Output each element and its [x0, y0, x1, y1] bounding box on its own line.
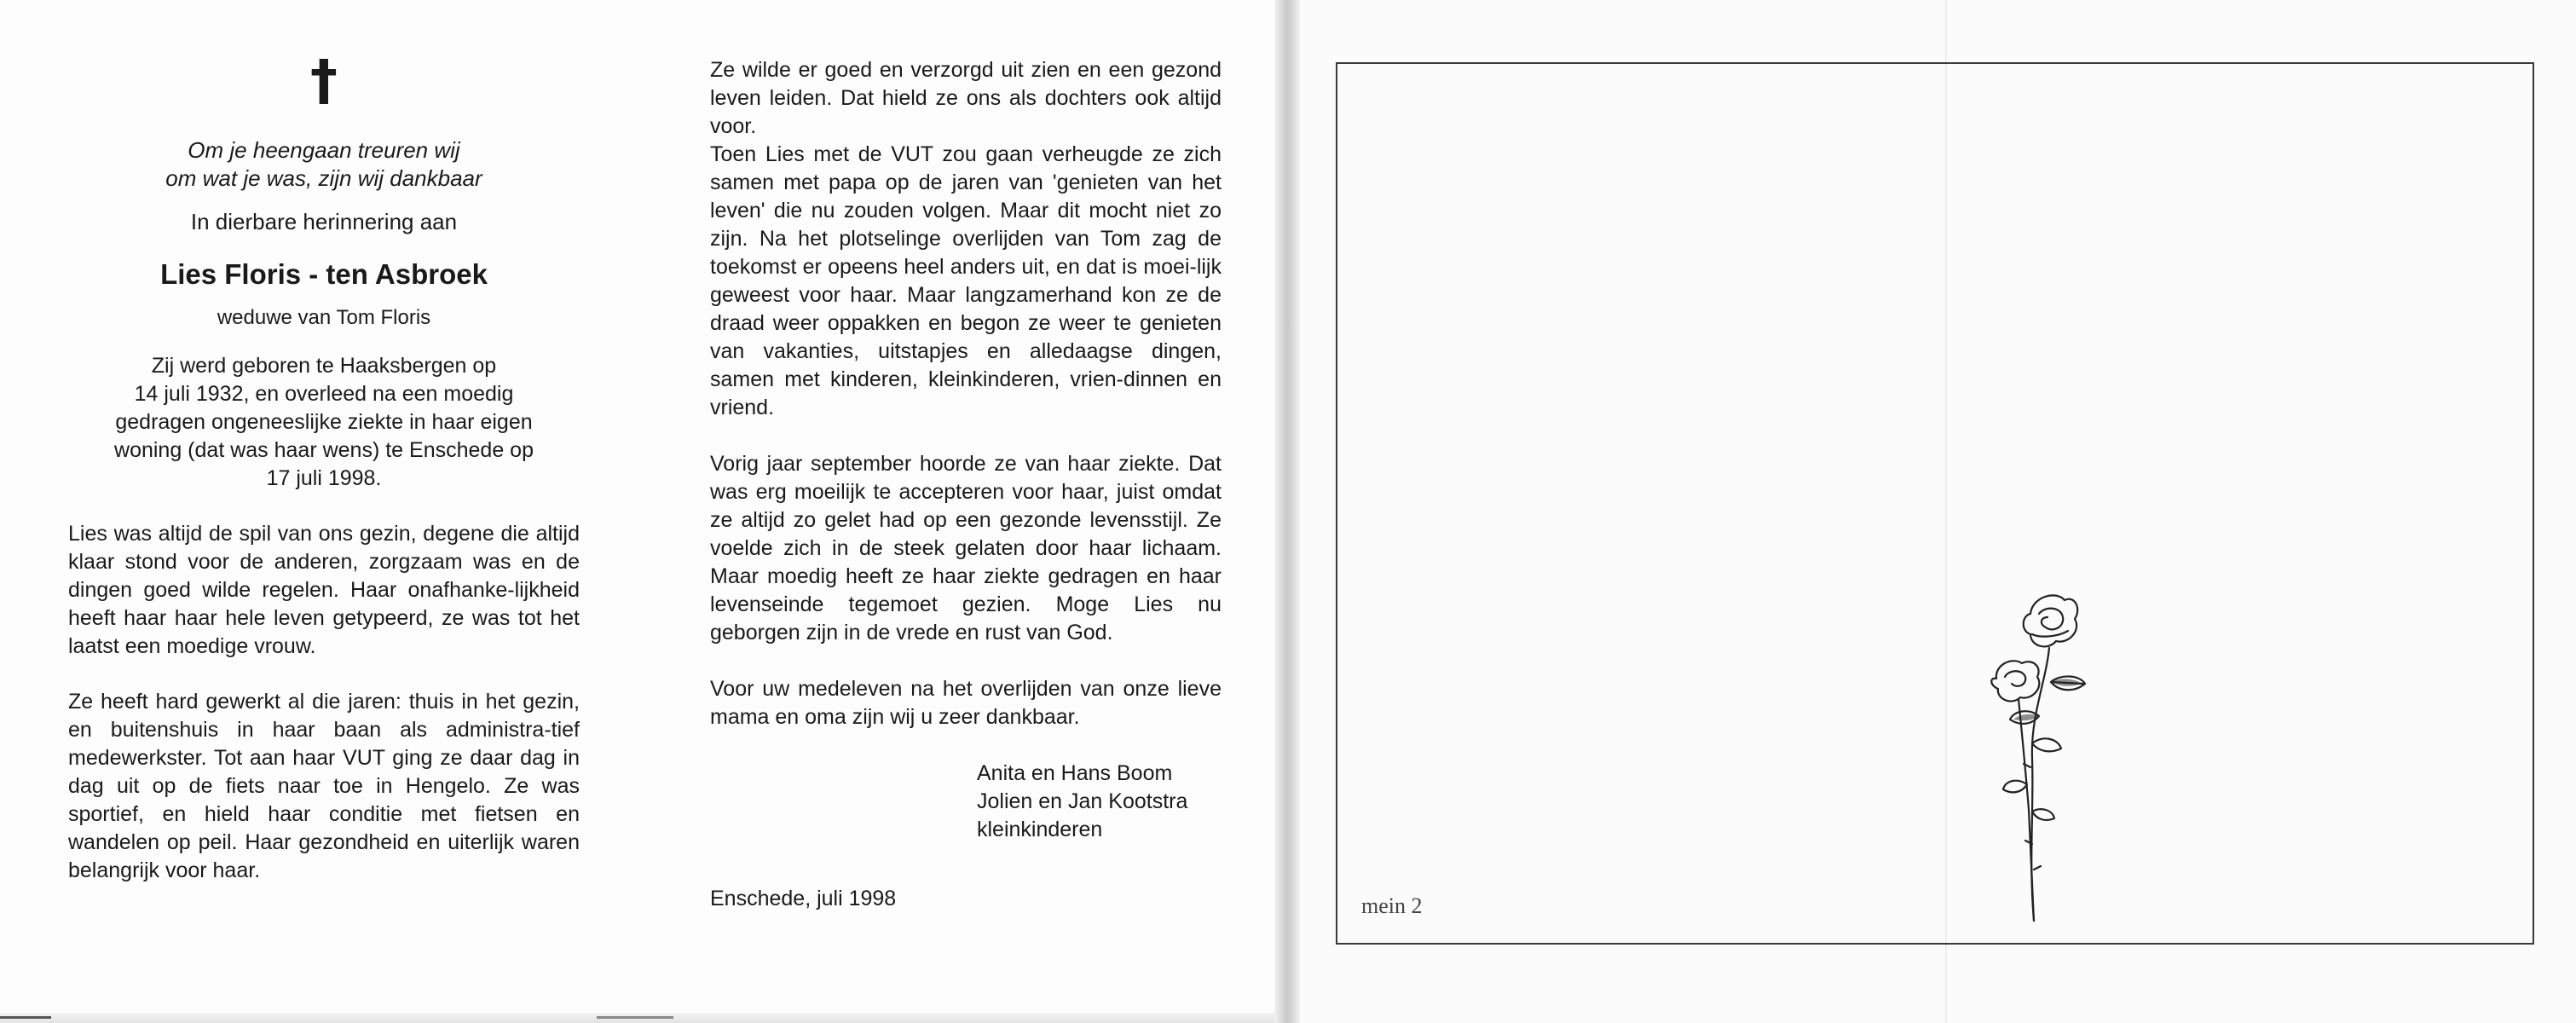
rose-icon	[1979, 588, 2116, 929]
edge-mark	[0, 1016, 51, 1019]
birth-death-details	[68, 352, 580, 493]
page-edge	[0, 1013, 1279, 1023]
left-column	[68, 51, 580, 912]
biography-paragraph: Ze wilde er goed en verzorgd uit zien en een gezond leven leiden. Dat hield ze ons als dochters ook altijd voor.	[710, 58, 1222, 138]
birth-death-line: woning (dat was haar wens) te Enschede op	[114, 438, 534, 462]
thanks-paragraph: Voor uw medeleven na het overlijden van onze lieve mama en oma zijn wij u zeer dankbaar.	[710, 677, 1222, 729]
signatory: kleinkinderen	[977, 818, 1103, 841]
place-date: Enschede, juli 1998	[710, 887, 897, 910]
in-memory-heading: In dierbare herinnering aan	[190, 209, 458, 234]
illness-paragraph: Vorig jaar september hoorde ze van haar ziekte. Dat was erg moeilijk te accepteren voor haar, juist omdat ze altijd zo gelet had op een gezonde levensstijl. Ze voelde zich in de steek gelaten door haar lichaam. Maar moedig heeft ze haar ziekte gedragen en haar levenseinde tegemoet gezien. Moge Lies nu geborgen zijn in de vrede en rust van God.	[710, 452, 1222, 644]
decorative-frame	[1336, 62, 2534, 945]
birth-death-line: 14 juli 1932, en overleed na een moedig	[134, 382, 514, 406]
biography-paragraph: Ze heeft hard gewerkt al die jaren: thuis in het gezin, en buitenshuis in haar baan als administra-tief medewerkster. Tot aan haar VUT ging ze daar dag in dag uit op de fiets naar toe in Hengelo. Ze was sportief, en hield haar conditie met fietsen en wandelen op peil. Haar gezondheid en uiterlijk waren belangrijk voor haar.	[68, 690, 580, 882]
middle-column	[710, 56, 1222, 913]
cross-icon: †	[310, 49, 338, 113]
signatory: Anita en Hans Boom	[977, 761, 1173, 785]
motto-line: Om je heengaan treuren wij	[188, 137, 460, 163]
edge-mark	[597, 1016, 673, 1019]
printer-mark: mein 2	[1361, 893, 1423, 918]
inner-left-panel	[0, 0, 1279, 1019]
birth-death-line: Zij werd geboren te Haaksbergen op	[151, 354, 497, 378]
biography-paragraph: Toen Lies met de VUT zou gaan verheugde ze zich samen met papa op de jaren van 'genieten van het leven' die nu zouden volgen. Maar dit mocht niet zo zijn. Na het plotselinge overlijden van Tom zag de toekomst er opeens heel anders uit, en dat is moei-lijk geweest voor haar. Maar langzamerhand kon ze de draad weer oppakken en begon ze weer te genieten van vakanties, uitstapjes en alledaagse dingen, samen met kinderen, kleinkinderen, vrien-dinnen en vriend.	[710, 142, 1222, 419]
signatories	[977, 760, 1222, 844]
signatory: Jolien en Jan Kootstra	[977, 789, 1188, 813]
widow-of: weduwe van Tom Floris	[217, 306, 431, 329]
gutter-shadow	[1274, 0, 1300, 1023]
motto	[68, 136, 580, 193]
motto-line: om wat je was, zijn wij dankbaar	[165, 165, 482, 191]
birth-death-line: gedragen ongeneeslijke ziekte in haar eigen	[115, 410, 533, 434]
birth-death-line: 17 juli 1998.	[266, 466, 382, 490]
deceased-name: Lies Floris - ten Asbroek	[160, 258, 488, 290]
biography-paragraph: Lies was altijd de spil van ons gezin, degene die altijd klaar stond voor de anderen, zorgzaam was en de dingen goed wilde regelen. Haar onafhanke-lijkheid heeft haar haar hele leven getypeerd, ze was tot het laatst een moedige vrouw.	[68, 522, 580, 658]
